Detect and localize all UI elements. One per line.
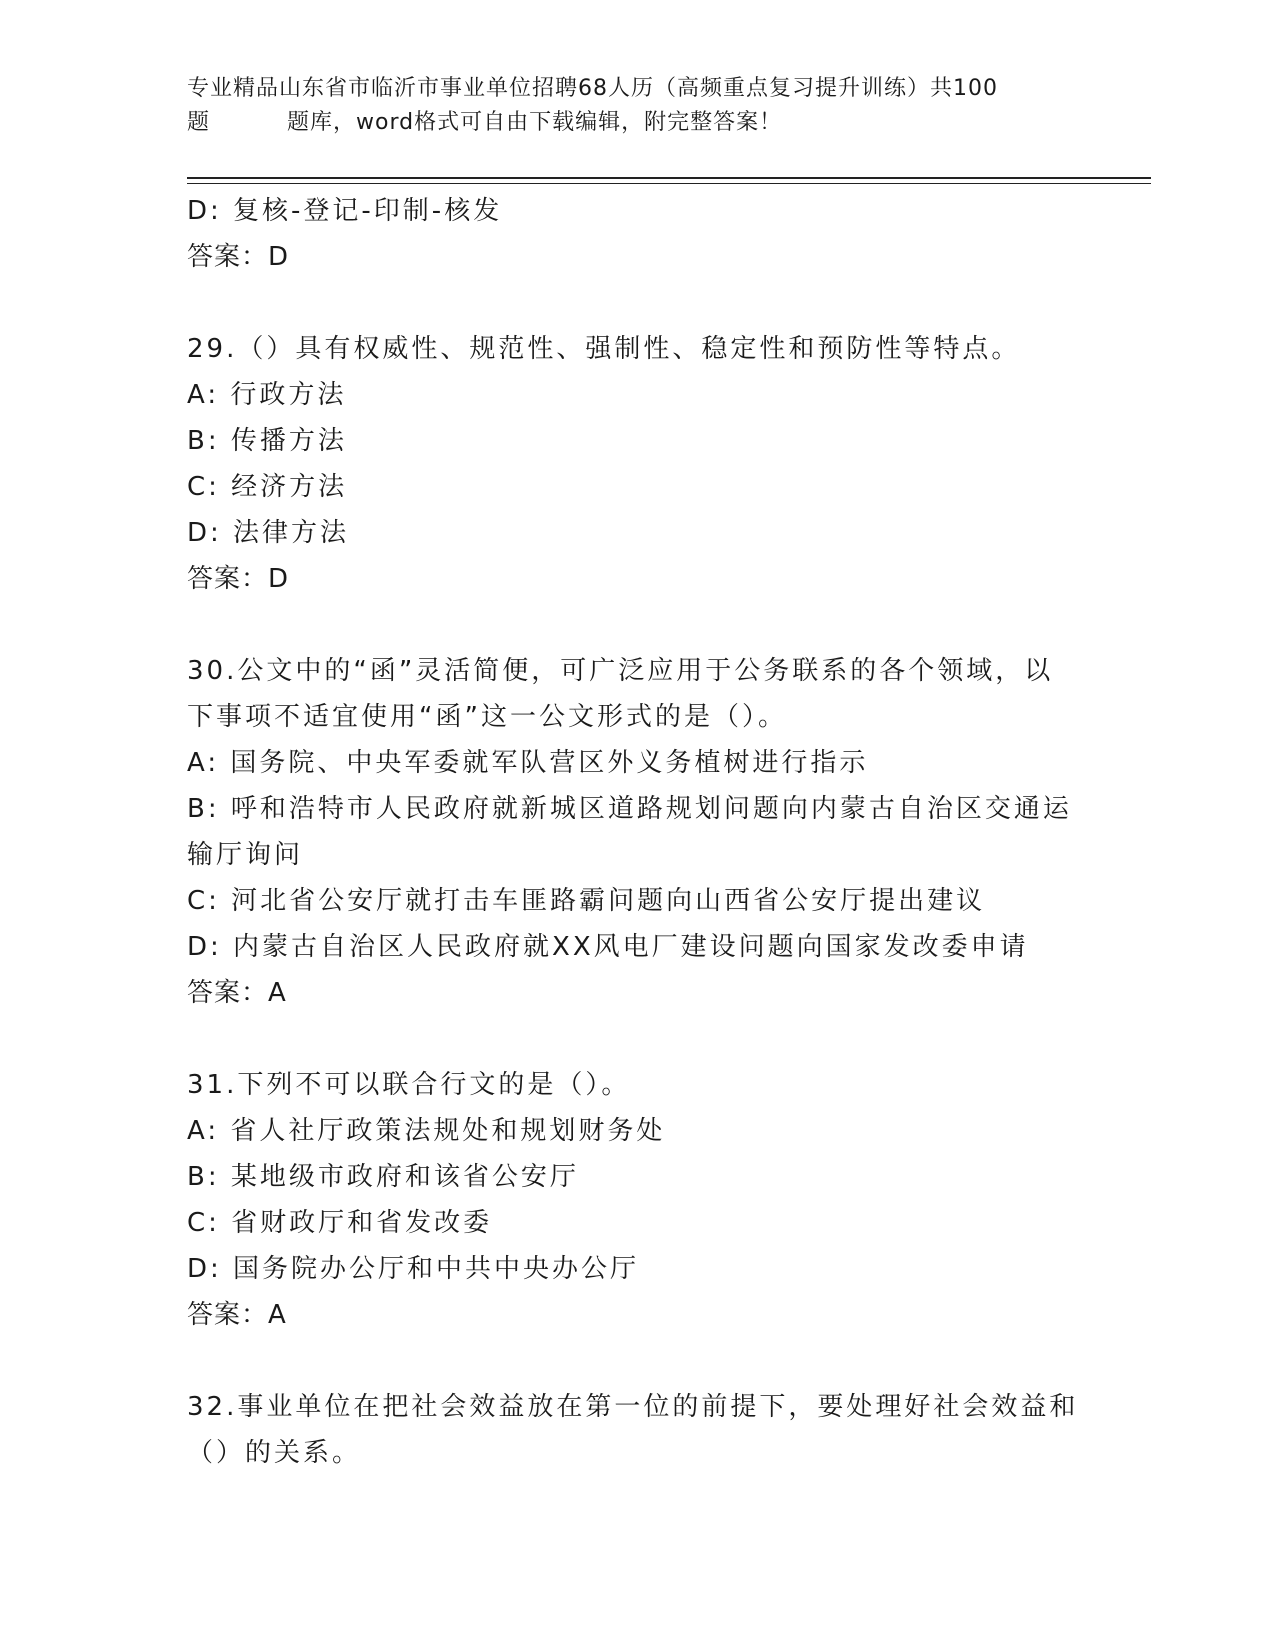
question-list: [187, 188, 1087, 1476]
q31-option-c: C: 省财政厅和省发改委: [187, 1208, 493, 1238]
q30-option-b-line2: 输厅询问: [187, 840, 304, 870]
header-divider-thin: [187, 183, 1151, 184]
q31-option-d: D: 国务院办公厅和中共中央办公厅: [187, 1254, 640, 1284]
q32-stem-line2: （）的关系。: [187, 1438, 362, 1468]
header-title-line2-right: 题库，word格式可自由下载编辑，附完整答案！: [287, 110, 783, 135]
q30-option-b-line1: B: 呼和浩特市人民政府就新城区道路规划问题向内蒙古自治区交通运: [187, 794, 1072, 824]
question-30: [187, 648, 1087, 1016]
q31-stem: 31.下列不可以联合行文的是（）。: [187, 1070, 631, 1100]
q30-stem-line1: 30.公文中的“函”灵活简便，可广泛应用于公务联系的各个领域，以: [187, 656, 1054, 686]
header-divider-thick: [187, 177, 1151, 179]
q29-option-b: B: 传播方法: [187, 426, 347, 456]
q29-option-d: D: 法律方法: [187, 518, 350, 548]
page-header: [187, 72, 1087, 140]
q32-stem-line1: 32.事业单位在把社会效益放在第一位的前提下，要处理好社会效益和: [187, 1392, 1079, 1422]
header-title-line1: 专业精品山东省市临沂市事业单位招聘68人历（高频重点复习提升训练）共100: [187, 76, 998, 101]
q31-option-b: B: 某地级市政府和该省公安厅: [187, 1162, 579, 1192]
question-28-tail: [187, 188, 1087, 280]
spacer: [187, 602, 1087, 648]
header-title-line2-left: 题: [187, 110, 211, 135]
question-29: [187, 326, 1087, 602]
q28-option-d: D: 复核-登记-印制-核发: [187, 196, 503, 226]
header-title-line2: [187, 106, 1087, 140]
q28-answer: 答案：D: [187, 242, 290, 272]
q30-answer: 答案：A: [187, 978, 287, 1008]
q29-option-c: C: 经济方法: [187, 472, 348, 502]
q30-option-c: C: 河北省公安厅就打击车匪路霸问题向山西省公安厅提出建议: [187, 886, 986, 916]
q30-option-d: D: 内蒙古自治区人民政府就XX风电厂建设问题向国家发改委申请: [187, 932, 1029, 962]
q31-answer: 答案：A: [187, 1300, 287, 1330]
q31-option-a: A: 省人社厅政策法规处和规划财务处: [187, 1116, 666, 1146]
q30-option-a: A: 国务院、中央军委就军队营区外义务植树进行指示: [187, 748, 869, 778]
spacer: [187, 1016, 1087, 1062]
question-31: [187, 1062, 1087, 1338]
q30-stem-line2: 下事项不适宜使用“函”这一公文形式的是（）。: [187, 702, 787, 732]
spacer: [187, 280, 1087, 326]
question-32: [187, 1384, 1087, 1476]
spacer: [187, 1338, 1087, 1384]
q29-option-a: A: 行政方法: [187, 380, 347, 410]
q29-stem: 29.（）具有权威性、规范性、强制性、稳定性和预防性等特点。: [187, 334, 1021, 364]
q29-answer: 答案：D: [187, 564, 290, 594]
